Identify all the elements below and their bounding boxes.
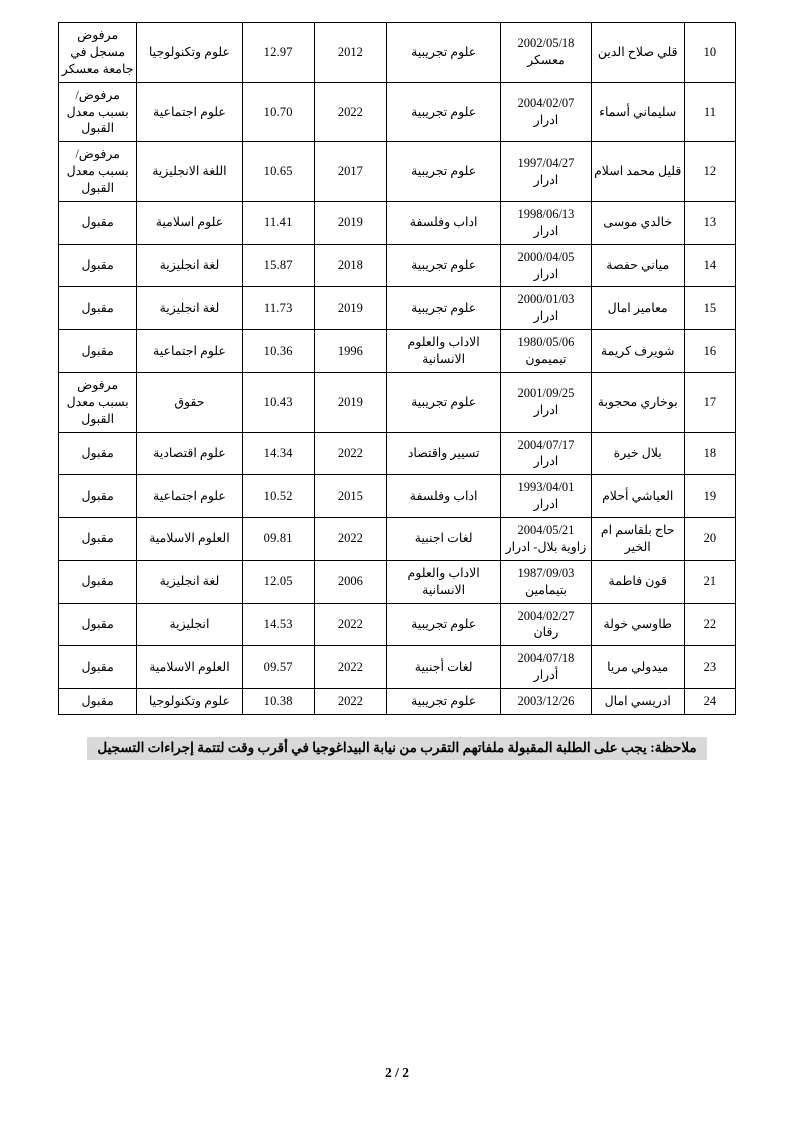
cell-birth (501, 142, 591, 202)
cell-field-of-study: علوم اسلامية (137, 201, 242, 244)
birth-place: ادرار (533, 112, 559, 127)
cell-order-number: 10 (684, 23, 735, 83)
cell-status: مقبول (59, 560, 137, 603)
cell-average: 09.81 (242, 518, 314, 561)
cell-baccalaureate-stream: علوم تجريبية (387, 603, 501, 646)
cell-candidate-name: ميدولي مريا (591, 646, 684, 689)
table-row (59, 689, 736, 715)
cell-birth (501, 23, 591, 83)
cell-average: 10.65 (242, 142, 314, 202)
birth-place: ادرار (533, 223, 559, 238)
cell-field-of-study: اللغة الانجليزية (137, 142, 242, 202)
table-row (59, 330, 736, 373)
cell-baccalaureate-stream: علوم تجريبية (387, 287, 501, 330)
cell-average: 10.43 (242, 372, 314, 432)
cell-field-of-study: العلوم الاسلامية (137, 646, 242, 689)
cell-baccalaureate-year: 2006 (314, 560, 386, 603)
cell-baccalaureate-stream: علوم تجريبية (387, 82, 501, 142)
cell-average: 10.36 (242, 330, 314, 373)
cell-birth (501, 432, 591, 475)
cell-status: مرفوض/ بسبب معدل القبول (59, 82, 137, 142)
table-row (59, 560, 736, 603)
birth-place: ادرار (533, 172, 559, 187)
cell-baccalaureate-year: 2017 (314, 142, 386, 202)
table-row (59, 142, 736, 202)
cell-field-of-study: علوم اجتماعية (137, 330, 242, 373)
cell-baccalaureate-stream: علوم تجريبية (387, 372, 501, 432)
table-row (59, 603, 736, 646)
birth-place: ادرار (533, 266, 559, 281)
note-container (58, 737, 736, 760)
cell-candidate-name: شويرف كريمة (591, 330, 684, 373)
birth-date: 1987/09/03 (517, 565, 575, 580)
cell-order-number: 20 (684, 518, 735, 561)
cell-order-number: 12 (684, 142, 735, 202)
birth-date: 2003/12/26 (517, 694, 575, 708)
cell-order-number: 19 (684, 475, 735, 518)
cell-status: مقبول (59, 201, 137, 244)
table-row (59, 475, 736, 518)
table-row (59, 432, 736, 475)
cell-baccalaureate-year: 2012 (314, 23, 386, 83)
table-row (59, 244, 736, 287)
candidates-table (58, 22, 736, 715)
cell-average: 12.05 (242, 560, 314, 603)
page-number: 2 / 2 (384, 1065, 409, 1080)
cell-average: 14.53 (242, 603, 314, 646)
cell-baccalaureate-year: 2022 (314, 518, 386, 561)
cell-birth (501, 82, 591, 142)
cell-baccalaureate-stream: لغات اجنبية (387, 518, 501, 561)
cell-birth (501, 287, 591, 330)
cell-baccalaureate-stream: لغات أجنبية (387, 646, 501, 689)
birth-place: ادرار (533, 309, 559, 324)
cell-order-number: 17 (684, 372, 735, 432)
cell-status: مقبول (59, 330, 137, 373)
cell-candidate-name: العياشي أحلام (591, 475, 684, 518)
cell-baccalaureate-year: 2019 (314, 372, 386, 432)
cell-status: مقبول (59, 646, 137, 689)
cell-candidate-name: خالدي موسى (591, 201, 684, 244)
cell-baccalaureate-stream: علوم تجريبية (387, 23, 501, 83)
cell-baccalaureate-year: 2022 (314, 646, 386, 689)
cell-baccalaureate-year: 2019 (314, 201, 386, 244)
cell-baccalaureate-stream: علوم تجريبية (387, 689, 501, 715)
cell-field-of-study: علوم وتكنولوجيا (137, 23, 242, 83)
cell-field-of-study: حقوق (137, 372, 242, 432)
cell-birth (501, 244, 591, 287)
cell-baccalaureate-year: 2022 (314, 82, 386, 142)
birth-place: زاوية بلال- ادرار (505, 539, 587, 554)
cell-average: 11.41 (242, 201, 314, 244)
cell-status: مرفوض/ بسبب معدل القبول (59, 142, 137, 202)
cell-candidate-name: طاوسي خولة (591, 603, 684, 646)
cell-average: 12.97 (242, 23, 314, 83)
cell-average: 14.34 (242, 432, 314, 475)
cell-baccalaureate-stream: علوم تجريبية (387, 142, 501, 202)
cell-candidate-name: قون فاطمة (591, 560, 684, 603)
cell-average: 15.87 (242, 244, 314, 287)
cell-baccalaureate-year: 2015 (314, 475, 386, 518)
cell-candidate-name: ادريسي امال (591, 689, 684, 715)
birth-place: تيميمون (525, 352, 567, 366)
table-row (59, 372, 736, 432)
cell-order-number: 18 (684, 432, 735, 475)
cell-average: 10.70 (242, 82, 314, 142)
cell-baccalaureate-year: 2018 (314, 244, 386, 287)
cell-status: مرفوض مسجل في جامعة معسكر (59, 23, 137, 83)
cell-field-of-study: علوم اقتصادية (137, 432, 242, 475)
birth-date: 1980/05/06 (517, 335, 575, 350)
cell-baccalaureate-stream: اداب وفلسفة (387, 201, 501, 244)
cell-status: مقبول (59, 518, 137, 561)
cell-birth (501, 201, 591, 244)
birth-date: 2001/09/25 (517, 386, 575, 401)
cell-candidate-name: بوخاري محجوبة (591, 372, 684, 432)
cell-status: مقبول (59, 475, 137, 518)
cell-status: مقبول (59, 244, 137, 287)
birth-date: 1997/04/27 (517, 155, 575, 170)
note-text: ملاحظة: يجب على الطلبة المقبولة ملفاتهم التقرب من نيابة البيداغوجيا في أقرب وقت لتتمة إجراءات التسجيل (87, 737, 706, 760)
birth-place: ادرار (533, 403, 559, 418)
cell-birth (501, 330, 591, 373)
cell-candidate-name: سليماني أسماء (591, 82, 684, 142)
cell-field-of-study: علوم اجتماعية (137, 82, 242, 142)
cell-order-number: 14 (684, 244, 735, 287)
cell-candidate-name: مياني حفصة (591, 244, 684, 287)
table-row (59, 287, 736, 330)
birth-date: 1998/06/13 (517, 206, 575, 221)
cell-order-number: 11 (684, 82, 735, 142)
cell-status: مقبول (59, 432, 137, 475)
cell-order-number: 15 (684, 287, 735, 330)
table-body (59, 23, 736, 715)
birth-place: أدرار (533, 668, 559, 683)
cell-order-number: 13 (684, 201, 735, 244)
birth-date: 2000/04/05 (517, 249, 575, 264)
birth-date: 2004/05/21 (517, 523, 575, 537)
cell-candidate-name: قليل محمد اسلام (591, 142, 684, 202)
cell-baccalaureate-year: 2019 (314, 287, 386, 330)
birth-date: 2004/02/07 (517, 96, 575, 111)
cell-candidate-name: بلال خيرة (591, 432, 684, 475)
cell-birth (501, 560, 591, 603)
birth-place: ادرار (533, 454, 559, 469)
table-row (59, 23, 736, 83)
birth-date: 2002/05/18 (517, 36, 575, 51)
cell-baccalaureate-stream: الاداب والعلوم الانسانية (387, 560, 501, 603)
cell-birth (501, 518, 591, 561)
cell-average: 09.57 (242, 646, 314, 689)
cell-baccalaureate-stream: علوم تجريبية (387, 244, 501, 287)
cell-baccalaureate-stream: اداب وفلسفة (387, 475, 501, 518)
cell-field-of-study: لغة انجليزية (137, 560, 242, 603)
cell-average: 10.52 (242, 475, 314, 518)
table-row (59, 646, 736, 689)
cell-candidate-name: حاج بلقاسم ام الخير (591, 518, 684, 561)
cell-average: 11.73 (242, 287, 314, 330)
table-row (59, 518, 736, 561)
cell-status: مقبول (59, 287, 137, 330)
cell-field-of-study: لغة انجليزية (137, 244, 242, 287)
cell-order-number: 16 (684, 330, 735, 373)
cell-birth (501, 646, 591, 689)
cell-order-number: 21 (684, 560, 735, 603)
cell-order-number: 23 (684, 646, 735, 689)
birth-place: معسكر (527, 53, 565, 68)
cell-field-of-study: علوم اجتماعية (137, 475, 242, 518)
cell-status: مقبول (59, 689, 137, 715)
table-row (59, 82, 736, 142)
cell-field-of-study: انجليزية (137, 603, 242, 646)
birth-place: بتيمامين (524, 582, 567, 597)
cell-average: 10.38 (242, 689, 314, 715)
birth-place: رقان (533, 625, 559, 640)
cell-baccalaureate-year: 2022 (314, 603, 386, 646)
birth-date: 2000/01/03 (517, 292, 575, 307)
cell-field-of-study: العلوم الاسلامية (137, 518, 242, 561)
cell-candidate-name: معامير امال (591, 287, 684, 330)
cell-birth (501, 603, 591, 646)
cell-status: مرفوض بسبب معدل القبول (59, 372, 137, 432)
birth-date: 2004/02/27 (517, 608, 575, 623)
cell-order-number: 24 (684, 689, 735, 715)
cell-order-number: 22 (684, 603, 735, 646)
cell-baccalaureate-year: 1996 (314, 330, 386, 373)
birth-place: ادرار (533, 497, 559, 512)
cell-birth (501, 689, 591, 715)
birth-date: 2004/07/17 (517, 437, 575, 452)
birth-date: 2004/07/18 (517, 651, 575, 666)
cell-birth (501, 475, 591, 518)
cell-field-of-study: علوم وتكنولوجيا (137, 689, 242, 715)
cell-baccalaureate-year: 2022 (314, 432, 386, 475)
cell-baccalaureate-stream: الاداب والعلوم الانسانية (387, 330, 501, 373)
table-row (59, 201, 736, 244)
cell-baccalaureate-year: 2022 (314, 689, 386, 715)
birth-date: 1993/04/01 (517, 480, 575, 495)
cell-baccalaureate-stream: تسيير واقتصاد (387, 432, 501, 475)
cell-field-of-study: لغة انجليزية (137, 287, 242, 330)
cell-birth (501, 372, 591, 432)
cell-candidate-name: قلي صلاح الدين (591, 23, 684, 83)
cell-status: مقبول (59, 603, 137, 646)
